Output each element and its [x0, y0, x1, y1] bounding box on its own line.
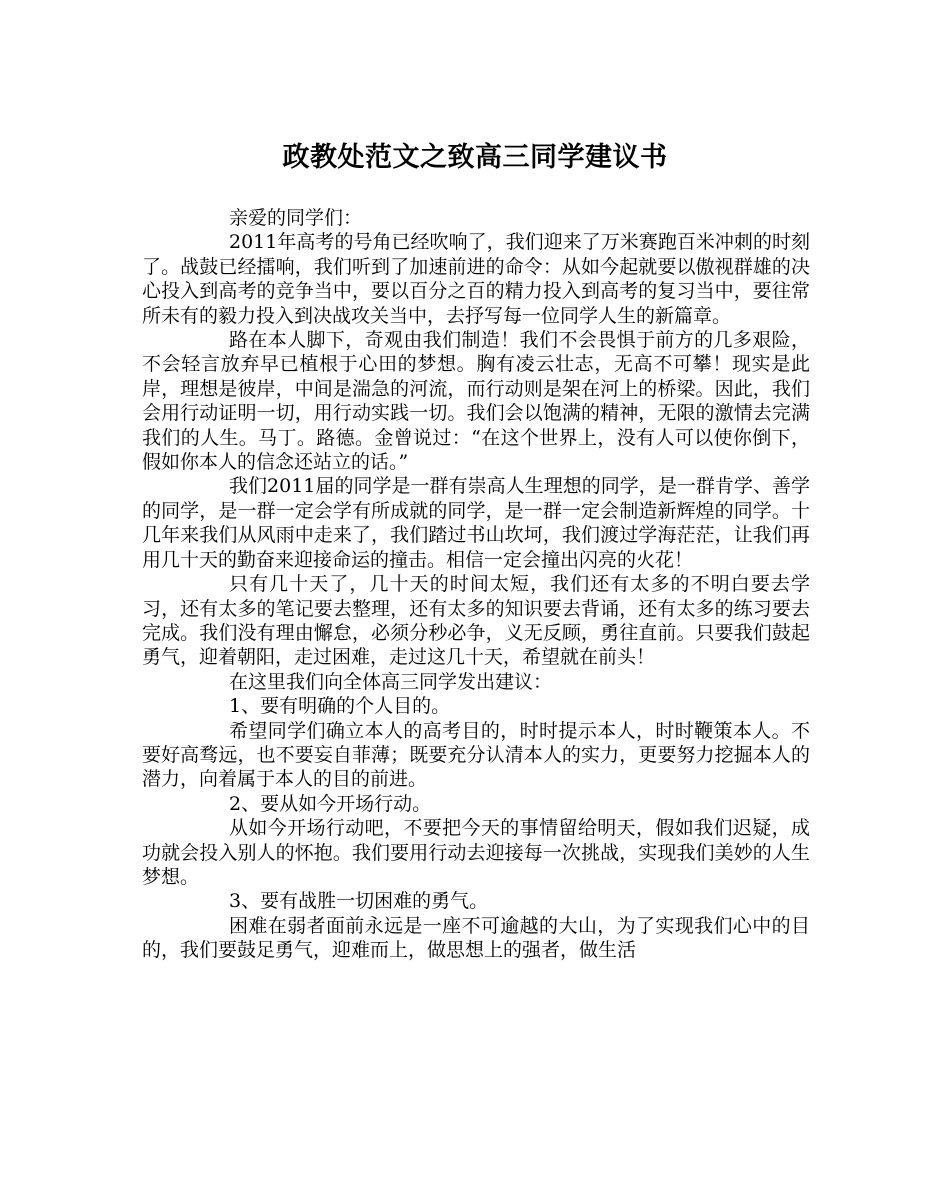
salutation: 亲爱的同学们： [229, 207, 363, 229]
paragraph-opening: 2011年高考的号角已经吹响了，我们迎来了万米赛跑百米冲刺的时刻了。战鼓已经擂响，我们听到了加速前进的命令：从如今起就要以傲视群雄的决心投入到高考的竞争当中，要以百分之百的精力投入到高考的复习当中，要往常所未有的毅力投入到决战攻关当中，去抒写每一位同学人生的新篇章。 [142, 231, 810, 327]
proposal-heading-3: 3、要有战胜一切困难的勇气。 [229, 890, 489, 913]
proposal-body-3: 困难在弱者面前永远是一座不可逾越的大山，为了实现我们心中的目的，我们要鼓足勇气，迎难而上，做思想上的强者，做生活 [142, 914, 810, 962]
paragraph-class-2011: 我们2011届的同学是一群有崇高人生理想的同学，是一群肯学、善学的同学，是一群一定会学有所成就的同学，是一群一定会制造新辉煌的同学。十几年来我们从风雨中走来了，我们踏过书山坎坷，我们渡过学海茫茫，让我们再用几十天的勤奋来迎接命运的撞击。相信一定会撞出闪亮的火花！ [142, 475, 810, 571]
proposal-intro: 在这里我们向全体高三同学发出建议： [229, 670, 553, 693]
proposal-heading-2: 2、要从如今开场行动。 [229, 792, 432, 815]
document-title: 政教处范文之致高三同学建议书 [282, 142, 668, 173]
proposal-body-2: 从如今开场行动吧，不要把今天的事情留给明天，假如我们迟疑，成功就会投入别人的怀抱。我们要用行动去迎接每一次挑战，实现我们美妙的人生梦想。 [142, 817, 810, 888]
paragraph-path: 路在本人脚下，奇观由我们制造！我们不会畏惧于前方的几多艰险，不会轻言放弃早已植根于心田的梦想。胸有凌云壮志，无高不可攀！现实是此岸，理想是彼岸，中间是湍急的河流，而行动则是架在河上的桥梁。因此，我们会用行动证明一切，用行动实践一切。我们会以饱满的精神，无限的激情去完满我们的人生。马丁。路德。金曾说过：“在这个世界上，没有人可以使你倒下，假如你本人的信念还站立的话。” [142, 329, 810, 474]
paragraph-days-left: 只有几十天了，几十天的时间太短，我们还有太多的不明白要去学习，还有太多的笔记要去整理，还有太多的知识要去背诵，还有太多的练习要去完成。我们没有理由懈怠，必须分秒必争，义无反顾，勇往直前。只要我们鼓起勇气，迎着朝阳，走过困难，走过这几十天，希望就在前头！ [142, 573, 810, 669]
document-body [142, 206, 810, 963]
proposal-heading-1: 1、要有明确的个人目的。 [229, 695, 451, 718]
proposal-body-1: 希望同学们确立本人的高考目的，时时提示本人，时时鞭策本人。不要好高骛远，也不要妄自菲薄；既要充分认清本人的实力，更要努力挖掘本人的潜力，向着属于本人的目的前进。 [142, 719, 810, 791]
